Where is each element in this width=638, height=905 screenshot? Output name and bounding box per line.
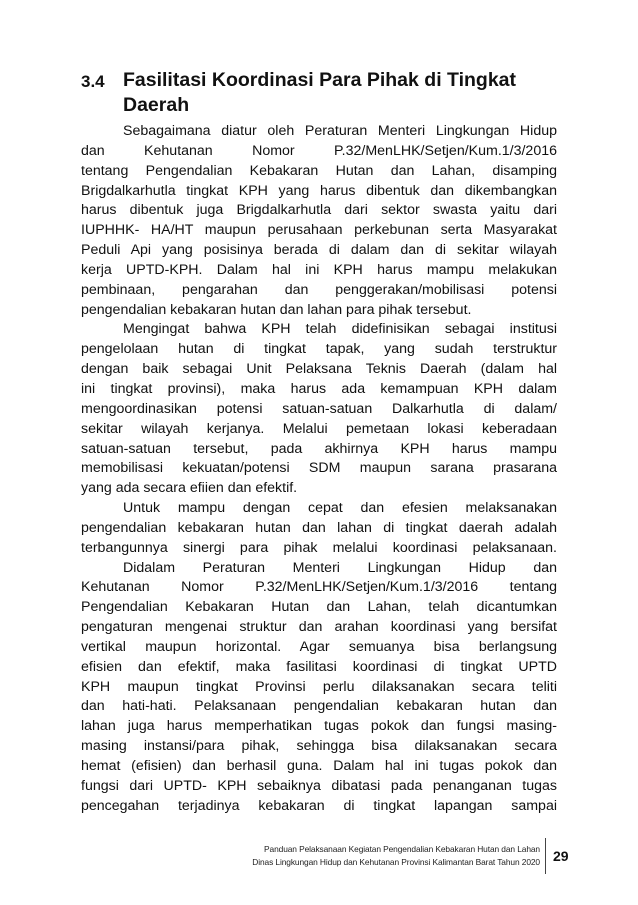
body-line: Sebagaimana diatur oleh Peraturan Menteri Lingkungan Hidup xyxy=(123,123,557,139)
section-title-line: Daerah xyxy=(123,94,190,116)
page-footer xyxy=(252,843,540,869)
body-line: efisien dan efektif, maka fasilitasi koordinasi di tingkat UPTD xyxy=(81,658,557,675)
section-title xyxy=(123,68,543,118)
body-line: satuan-satuan tersebut, pada akhirnya KPH harus mampu xyxy=(81,440,557,457)
body-text xyxy=(81,122,557,817)
body-line: dan Kehutanan Nomor P.32/MenLHK/Setjen/Kum.1/3/2016 xyxy=(81,142,557,159)
body-line: hemat (efisien) dan berhasil guna. Dalam hal ini tugas pokok dan xyxy=(81,758,557,774)
footer-publication-title: Panduan Pelaksanaan Kegiatan Pengendalian Kebakaran Hutan dan Lahan xyxy=(264,844,540,854)
page-number: 29 xyxy=(553,848,569,864)
body-line: kerja UPTD-KPH. Dalam hal ini KPH harus mampu melakukan xyxy=(81,261,557,278)
body-line: pengendalian kebakaran hutan dan lahan di tingkat daerah adalah xyxy=(81,519,557,536)
body-line: pengelolaan hutan di tingkat tapak, yang sudah terstruktur xyxy=(81,341,557,358)
body-line: Didalam Peraturan Menteri Lingkungan Hidup dan xyxy=(123,559,557,576)
body-line: pembinaan, pengarahan dan penggerakan/mobilisasi potensi xyxy=(81,281,557,298)
body-line: Kehutanan Nomor P.32/MenLHK/Setjen/Kum.1/3/2016 tentang xyxy=(81,579,557,596)
body-line: Mengingat bahwa KPH telah didefinisikan sebagai institusi xyxy=(123,321,557,338)
body-line: memobilisasi kekuatan/potensi SDM maupun sarana prasarana xyxy=(81,460,557,477)
body-line: pengendalian kebakaran hutan dan lahan para pihak tersebut. xyxy=(81,301,472,318)
body-line: dan hati-hati. Pelaksanaan pengendalian kebakaran hutan dan xyxy=(81,698,557,715)
footer-publisher: Dinas Lingkungan Hidup dan Kehutanan Provinsi Kalimantan Barat Tahun 2020 xyxy=(252,857,540,867)
body-line: tentang Pengendalian Kebakaran Hutan dan Lahan, disamping xyxy=(81,162,557,179)
body-line: Pengendalian Kebakaran Hutan dan Lahan, telah dicantumkan xyxy=(81,599,557,616)
body-line: mengoordinasikan potensi satuan-satuan Dalkarhutla di dalam/ xyxy=(81,400,557,417)
body-line: harus dibentuk juga Brigdalkarhutla dari sektor swasta yaitu dari xyxy=(81,202,557,219)
body-line: sekitar wilayah kerjanya. Melalui pemetaan lokasi keberadaan xyxy=(81,420,557,437)
body-line: ini tingkat provinsi), maka harus ada kemampuan KPH dalam xyxy=(81,380,557,397)
section-number: 3.4 xyxy=(81,72,105,91)
body-line: dengan baik sebagai Unit Pelaksana Teknis Daerah (dalam hal xyxy=(81,361,557,378)
body-line: IUPHHK- HA/HT maupun perusahaan perkebunan serta Masyarakat xyxy=(81,222,557,239)
section-title-line: Fasilitasi Koordinasi Para Pihak di Tingkat xyxy=(123,69,517,91)
body-line: Brigdalkarhutla tingkat KPH yang harus dibentuk dan dikembangkan xyxy=(81,182,557,199)
body-line: fungsi dari UPTD- KPH sebaiknya dibatasi pada penanganan tugas xyxy=(81,777,557,794)
body-line: lahan juga harus memperhatikan tugas pokok dan fungsi masing- xyxy=(81,718,557,735)
body-line: KPH maupun tingkat Provinsi perlu dilaksanakan secara teliti xyxy=(81,678,557,695)
body-line: yang ada secara efiien dan efektif. xyxy=(81,480,298,497)
body-line: Peduli Api yang posisinya berada di dalam dan di sekitar wilayah xyxy=(81,242,557,259)
body-line: vertikal maupun horizontal. Agar semuanya bisa berlangsung xyxy=(81,638,557,655)
body-line: pencegahan terjadinya kebakaran di tingkat lapangan sampai xyxy=(81,797,557,814)
body-line: masing instansi/para pihak, sehingga bisa dilaksanakan secara xyxy=(81,738,557,755)
body-line: pengaturan mengenai struktur dan arahan koordinasi yang bersifat xyxy=(81,619,557,636)
footer-divider xyxy=(545,838,546,874)
body-line: Untuk mampu dengan cepat dan efesien melaksanakan xyxy=(123,500,557,517)
body-line: terbangunnya sinergi para pihak melalui koordinasi pelaksanaan. xyxy=(81,539,557,556)
